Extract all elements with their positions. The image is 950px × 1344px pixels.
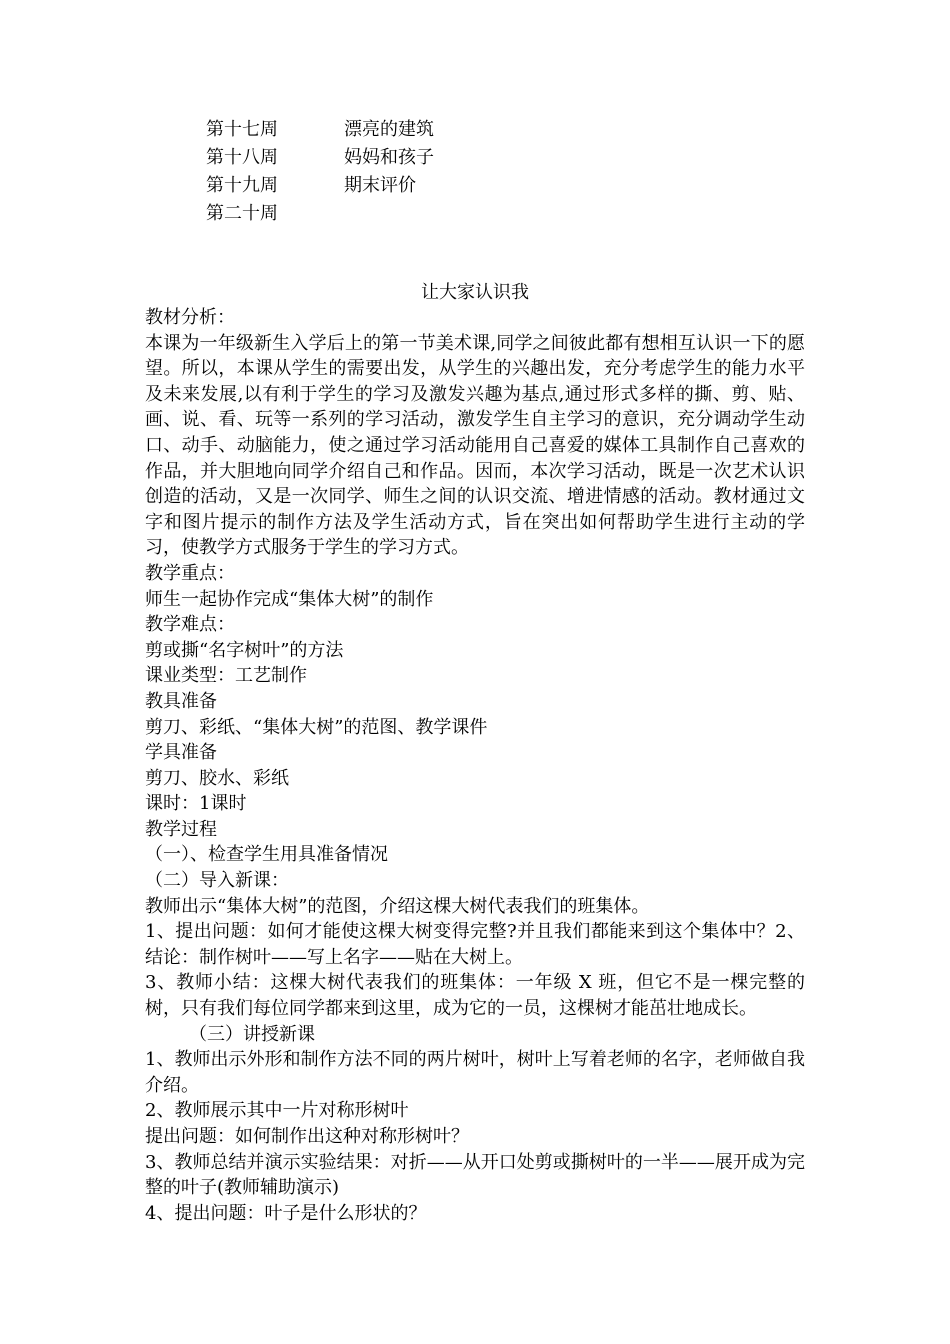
schedule-week: 第二十周: [206, 203, 278, 224]
body-paragraph: 剪或撕“名字树叶”的方法: [145, 639, 344, 661]
schedule-row: [206, 144, 434, 172]
section-heading: 教具准备: [145, 690, 217, 712]
body-paragraph: （一）、检查学生用具准备情况: [145, 844, 388, 866]
section-heading: 教学过程: [145, 818, 217, 840]
body-paragraph: 2、教师展示其中一片对称形树叶: [145, 1100, 409, 1122]
body-paragraph: 4、提出问题：叶子是什么形状的？: [145, 1202, 427, 1224]
schedule-topic: 妈妈和孩子: [344, 147, 434, 168]
section-heading: 教学难点：: [145, 614, 235, 636]
lesson-title: 让大家认识我: [421, 282, 529, 303]
schedule-week: 第十七周: [206, 119, 278, 140]
body-paragraph: 3、教师小结：这棵大树代表我们的班集体：一年级 X 班，但它不是一棵完整的树，只有我们每位同学都来到这里，成为它的一员，这棵树才能茁壮地成长。: [145, 972, 805, 1020]
schedule-row: [206, 200, 434, 228]
section-heading: 学具准备: [145, 742, 217, 764]
body-paragraph: 3、教师总结并演示实验结果：对折——从开口处剪或撕树叶的一半——展开成为完整的叶子(教师辅助演示): [145, 1151, 805, 1199]
body-paragraph: 1、提出问题：如何才能使这棵大树变得完整?并且我们都能来到这个集体中？2、结论：制作树叶——写上名字——贴在大树上。: [145, 921, 805, 968]
body-paragraph: 教师出示“集体大树”的范图，介绍这棵大树代表我们的班集体。: [145, 895, 650, 917]
schedule-week: 第十八周: [206, 147, 278, 168]
body-paragraph: 本课为一年级新生入学后上的第一节美术课,同学之间彼此都有想相互认识一下的愿望。所以，本课从学生的需要出发，从学生的兴趣出发，充分考虑学生的能力水平及未来发展,以有利于学生的学习及激发兴趣为基点,通过形式多样的撕、剪、贴、画、说、看、玩等一系列的学习活动，激发学生自主学习的意识，充分调动学生动口、动手、动脑能力，使之通过学习活动能用自己喜爱的媒体工具制作自己喜欢的作品，并大胆地向同学介绍自己和作品。因而，本次学习活动，既是一次艺术认识创造的活动，又是一次同学、师生之间的认识交流、增进情感的活动。教材通过文字和图片提示的制作方法及学生活动方式，旨在突出如何帮助学生进行主动的学习，使教学方式服务于学生的学习方式。: [145, 332, 805, 559]
body-paragraph: 课时：1课时: [145, 793, 247, 815]
week-schedule: [206, 116, 434, 228]
schedule-row: [206, 116, 434, 144]
body-paragraph: 师生一起协作完成“集体大树”的制作: [145, 588, 434, 610]
schedule-week: 第十九周: [206, 175, 278, 196]
section-heading: 教材分析：: [145, 307, 235, 328]
schedule-row: [206, 172, 434, 200]
body-paragraph: （二）导入新课：: [145, 870, 289, 892]
body-paragraph: 1、教师出示外形和制作方法不同的两片树叶，树叶上写着老师的名字，老师做自我介绍。: [145, 1049, 805, 1096]
section-heading: （三）讲授新课: [189, 1023, 315, 1045]
section-heading: 教学重点：: [145, 562, 235, 584]
schedule-topic: 期末评价: [344, 175, 416, 196]
body-paragraph: 剪刀、胶水、彩纸: [145, 767, 289, 789]
body-paragraph: 提出问题：如何制作出这种对称形树叶？: [145, 1126, 469, 1147]
lesson-body: [145, 305, 805, 1226]
schedule-topic: 漂亮的建筑: [344, 119, 434, 140]
body-paragraph: 剪刀、彩纸、“集体大树”的范图、教学课件: [145, 716, 488, 738]
body-paragraph: 课业类型：工艺制作: [145, 665, 307, 687]
